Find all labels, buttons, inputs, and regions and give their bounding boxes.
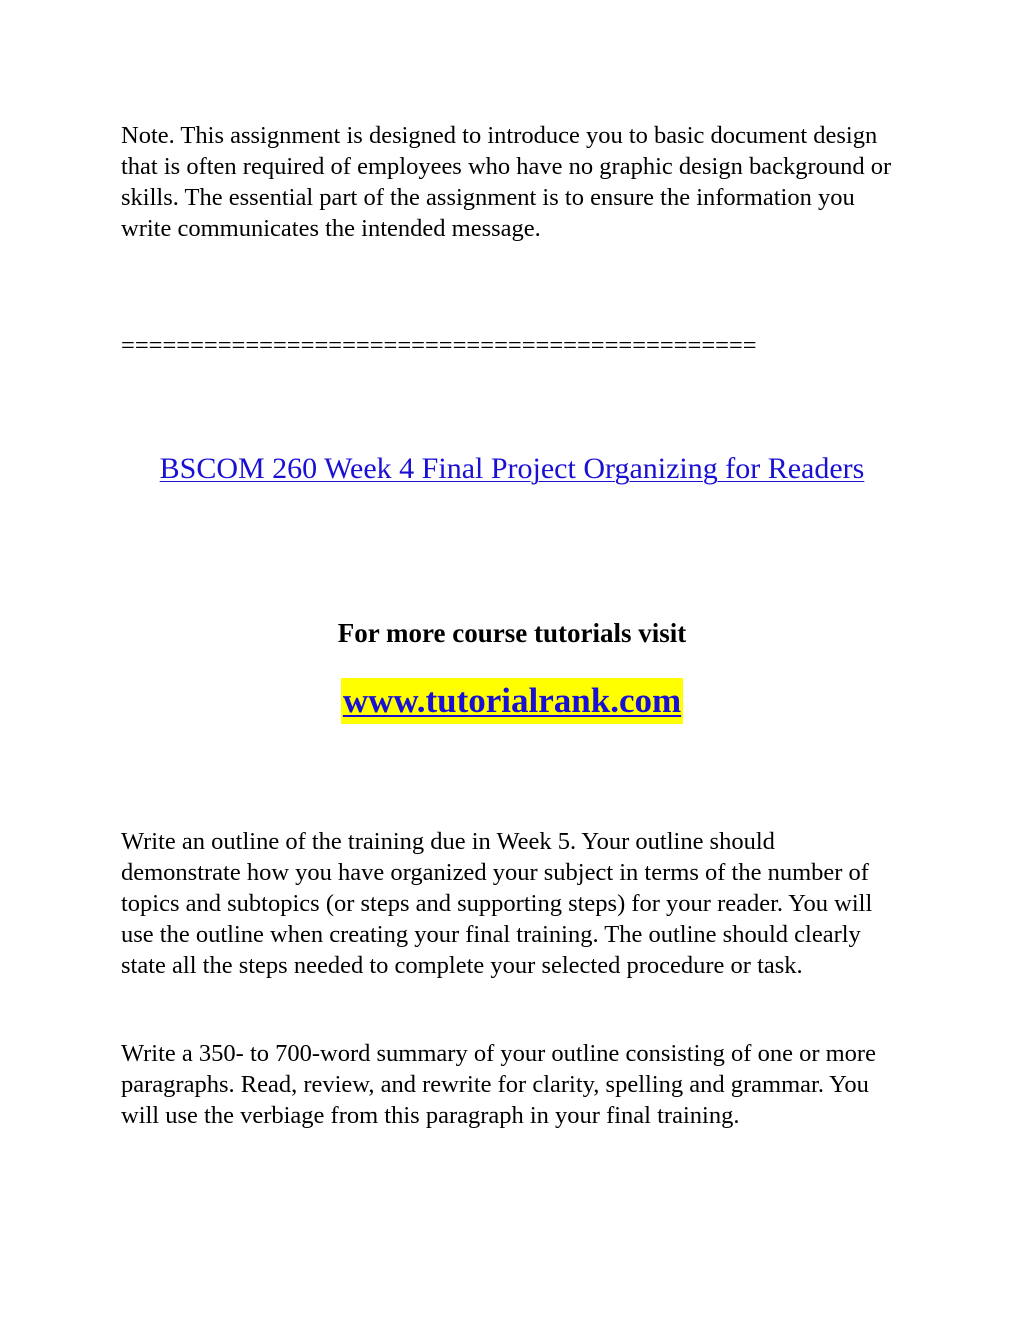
- note-paragraph: Note. This assignment is designed to introduce you to basic document design that is often required of employees who have no graphic design background or skills. The essential part of the assignment is to ensure the information you write communicates the intended message.: [121, 122, 892, 242]
- site-link[interactable]: www.tutorialrank.com: [342, 681, 682, 720]
- title-link[interactable]: BSCOM 260 Week 4 Final Project Organizing for Readers: [159, 452, 865, 485]
- promo-text: For more course tutorials visit: [337, 618, 687, 648]
- title-heading: [0, 450, 1024, 488]
- body-paragraph-outline: Write an outline of the training due in Week 5. Your outline should demonstrate how you have organized your subject in terms of the number of topics and subtopics (or steps and supporting steps) for your reader. You will use the outline when creating your final training. The outline should clearly state all the steps needed to complete your selected procedure or task.: [121, 828, 873, 979]
- site-link-container: [0, 678, 1024, 724]
- separator-line: ==============================================: [121, 332, 757, 359]
- site-link-highlight: [341, 678, 683, 724]
- body-paragraph-summary: Write a 350- to 700-word summary of your outline consisting of one or more paragraphs. Read, review, and rewrite for clarity, spelling and grammar. You will use the verbiage from this paragraph in your final training.: [121, 1040, 876, 1129]
